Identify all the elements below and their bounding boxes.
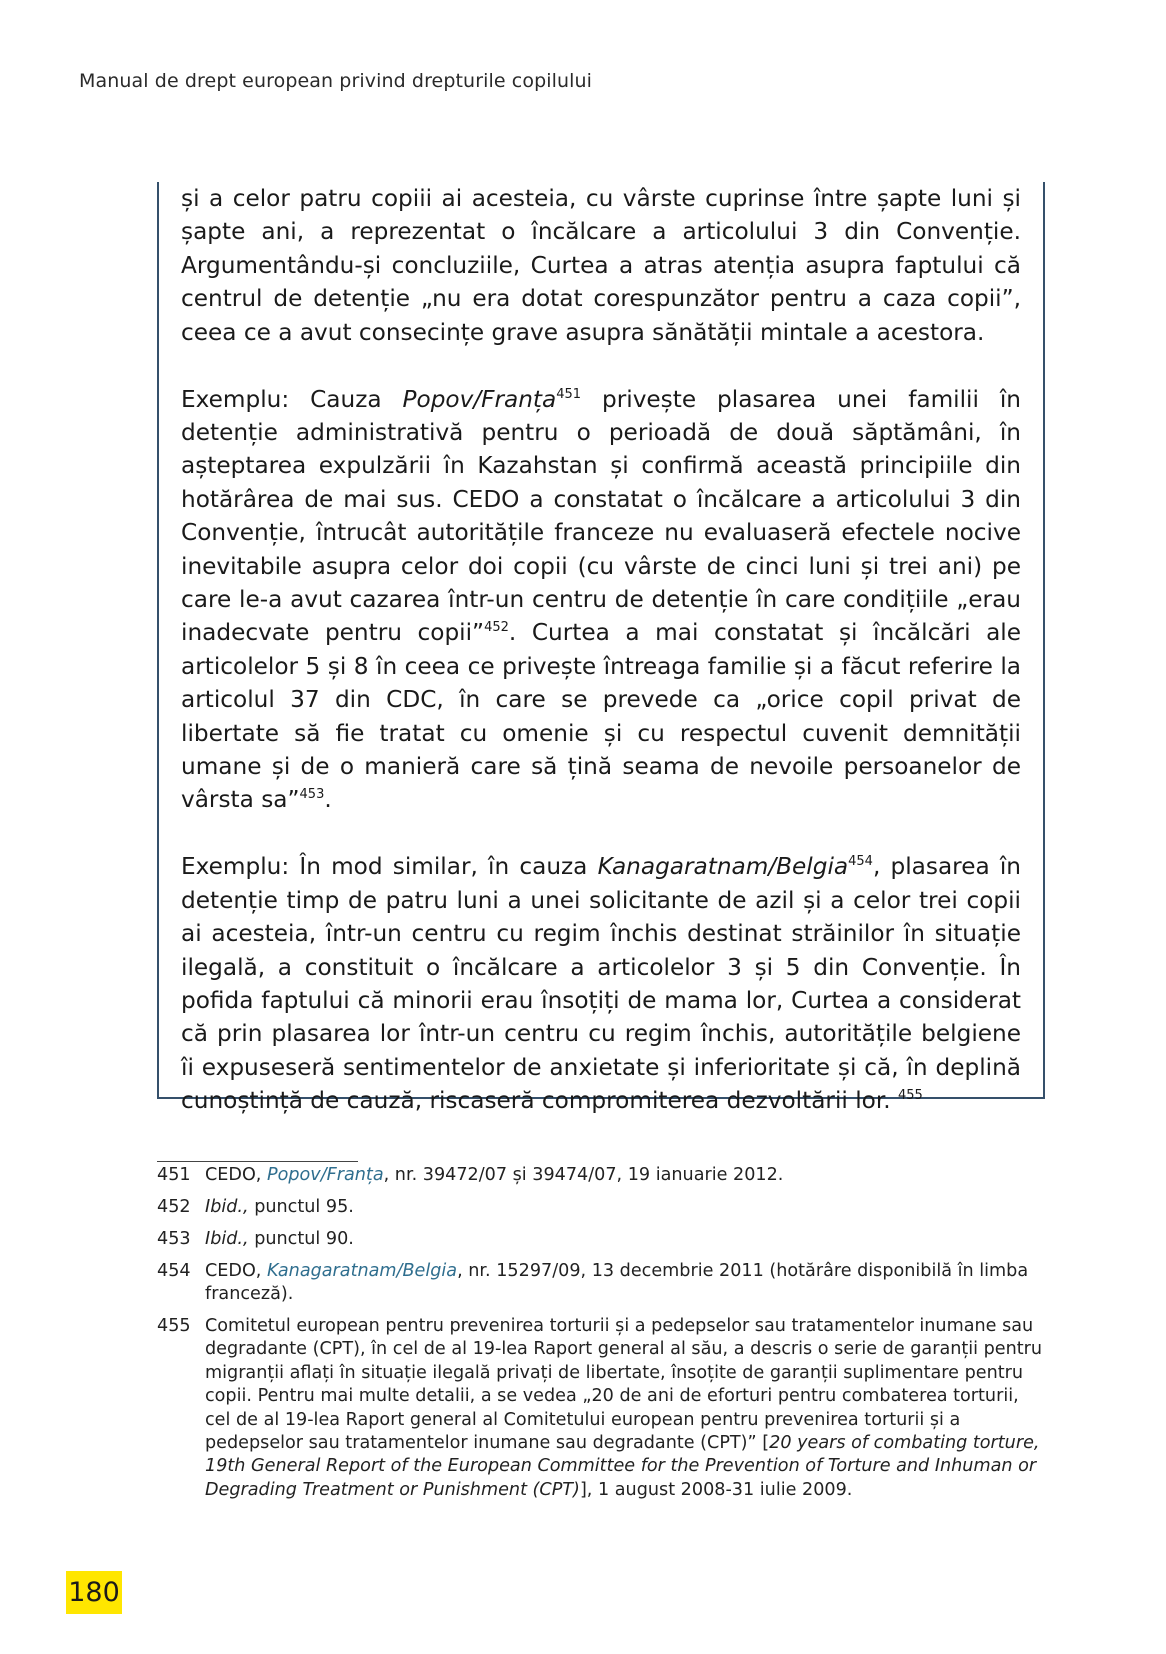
footnote-ibid: Ibid.,	[205, 1196, 249, 1217]
box-paragraph-continuation: și a celor patru copiii ai acesteia, cu vârste cuprinse între șapte luni și șapte ani, a reprezentat o încălcare a articolului 3 din Convenție. Argumentându-și concluziile, Curtea a atras atenția asupra faptului că centrul de detenție „nu era dotat corespunzător pentru a caza copii”, ceea ce a avut consecințe grave asupra sănătății mintale a acestora.	[181, 185, 1021, 346]
case-name-popov: Popov/Franța	[402, 385, 557, 413]
footnote-ref-453[interactable]: 453	[299, 787, 325, 803]
footnote-number: 451	[157, 1165, 191, 1185]
footnote-451	[157, 1164, 1045, 1187]
case-name-kanagaratnam: Kanagaratnam/Belgia	[597, 853, 849, 881]
footnote-number: 453	[157, 1228, 191, 1249]
footnotes	[157, 1164, 1045, 1511]
running-header: Manual de drept european privind drepturile copilului	[79, 70, 593, 92]
footnote-text: , nr. 15297/09, 13 decembrie 2011 (hotărâre disponibilă în limba franceză).	[205, 1260, 1029, 1305]
box-paragraph-kanagaratnam	[181, 850, 1021, 1117]
footnote-ref-455[interactable]: 455	[898, 1088, 923, 1104]
footnote-455	[157, 1315, 1045, 1502]
footnote-text: punctul 90.	[248, 1228, 354, 1249]
p2-end: .	[324, 786, 332, 814]
p3-prefix: Exemplu: În mod similar, în cauza	[181, 853, 598, 881]
p2-body-continued: . Curtea a mai constatat și încălcări ale articolelor 5 și 8 în ceea ce privește întreaga familie și a făcut referire la articolul 37 din CDC, în care se prevede ca „orice copil privat de libertate să fie tratat cu omenie și cu respectul cuvenit demnității umane și de o manieră care să țină seama de nevoile persoanelor de vârsta sa”	[181, 619, 1021, 814]
p2-body: privește plasarea unei familii în detenție administrativă pentru o perioadă de două săptămâni, în așteptarea expulzării în Kazahstan și confirmă această principiile din hotărârea de mai sus. CEDO a constatat o încălcare a articolului 3 din Convenție, întrucât autoritățile franceze nu evaluaseră efectele nocive inevitabile asupra celor doi copii (cu vârste de cinci luni și trei ani) pe care le-a avut cazarea într-un centru de detenție în care condițiile „erau inadecvate pentru copii”	[181, 385, 1021, 647]
footnote-text: Comitetul european pentru prevenirea torturii și a pedepselor sau tratamentelor inumane sau degradante (CPT), în cel de al 19-lea Raport general al său, a descris o serie de garanții pentru migranții aflați în situație ilegală privați de libertate, însoțite de garanții suplimentare pentru copii. Pentru mai multe detalii, a se vedea „20 de ani de eforturi pentru combaterea torturii, cel de al 19-lea Raport general al Comitetului european pentru prevenirea torturii și a pedepselor sau tratamentelor inumane sau degradante (CPT)” [	[205, 1316, 1043, 1454]
footnote-454	[157, 1260, 1045, 1307]
footnote-text: ], 1 august 2008-31 iulie 2009.	[579, 1479, 853, 1500]
footnote-text: , nr. 39472/07 și 39474/07, 19 ianuarie 2012.	[383, 1165, 784, 1185]
case-link-popov[interactable]: Popov/Franța	[266, 1165, 384, 1185]
footnote-ref-451[interactable]: 451	[556, 386, 582, 402]
footnote-ibid: Ibid.,	[205, 1228, 249, 1249]
box-paragraph-popov	[181, 383, 1021, 817]
footnote-number: 455	[157, 1316, 191, 1337]
footnote-453	[157, 1228, 1045, 1251]
footnote-separator	[157, 1161, 358, 1162]
p2-prefix: Exemplu: Cauza	[181, 385, 403, 413]
footnote-text: CEDO,	[205, 1260, 267, 1281]
footnote-number: 454	[157, 1260, 191, 1281]
examples-box	[157, 182, 1045, 1115]
case-link-kanagaratnam[interactable]: Kanagaratnam/Belgia	[266, 1260, 458, 1281]
page-number: 180	[66, 1571, 122, 1614]
footnote-452	[157, 1196, 1045, 1219]
p3-body: , plasarea în detenție timp de patru luni a unei solicitante de azil și a celor trei copii ai acesteia, într-un centru cu regim închis destinat străinilor în situație ilegală, a constituit o încălcare a articolelor 3 și 5 din Convenție. În pofida faptului că minorii erau însoțiți de mama lor, Curtea a considerat că prin plasarea lor într-un centru cu regim închis, autoritățile belgiene îi expuseseră sentimentelor de anxietate și inferioritate și că, în deplină cunoștință de cauză, riscaseră compromiterea dezvoltării lor.	[181, 853, 1021, 1115]
footnote-ref-452[interactable]: 452	[484, 620, 509, 636]
footnote-text: CEDO,	[205, 1165, 267, 1185]
footnote-ref-454[interactable]: 454	[848, 854, 873, 870]
footnote-report-title: 20 years of combating torture, 19th General Report of the European Committee for the Prevention of Torture and Inhuman or Degrading Treatment or Punishment (CPT)	[205, 1433, 1040, 1500]
footnote-number: 452	[157, 1196, 191, 1217]
footnote-text: punctul 95.	[248, 1196, 354, 1217]
